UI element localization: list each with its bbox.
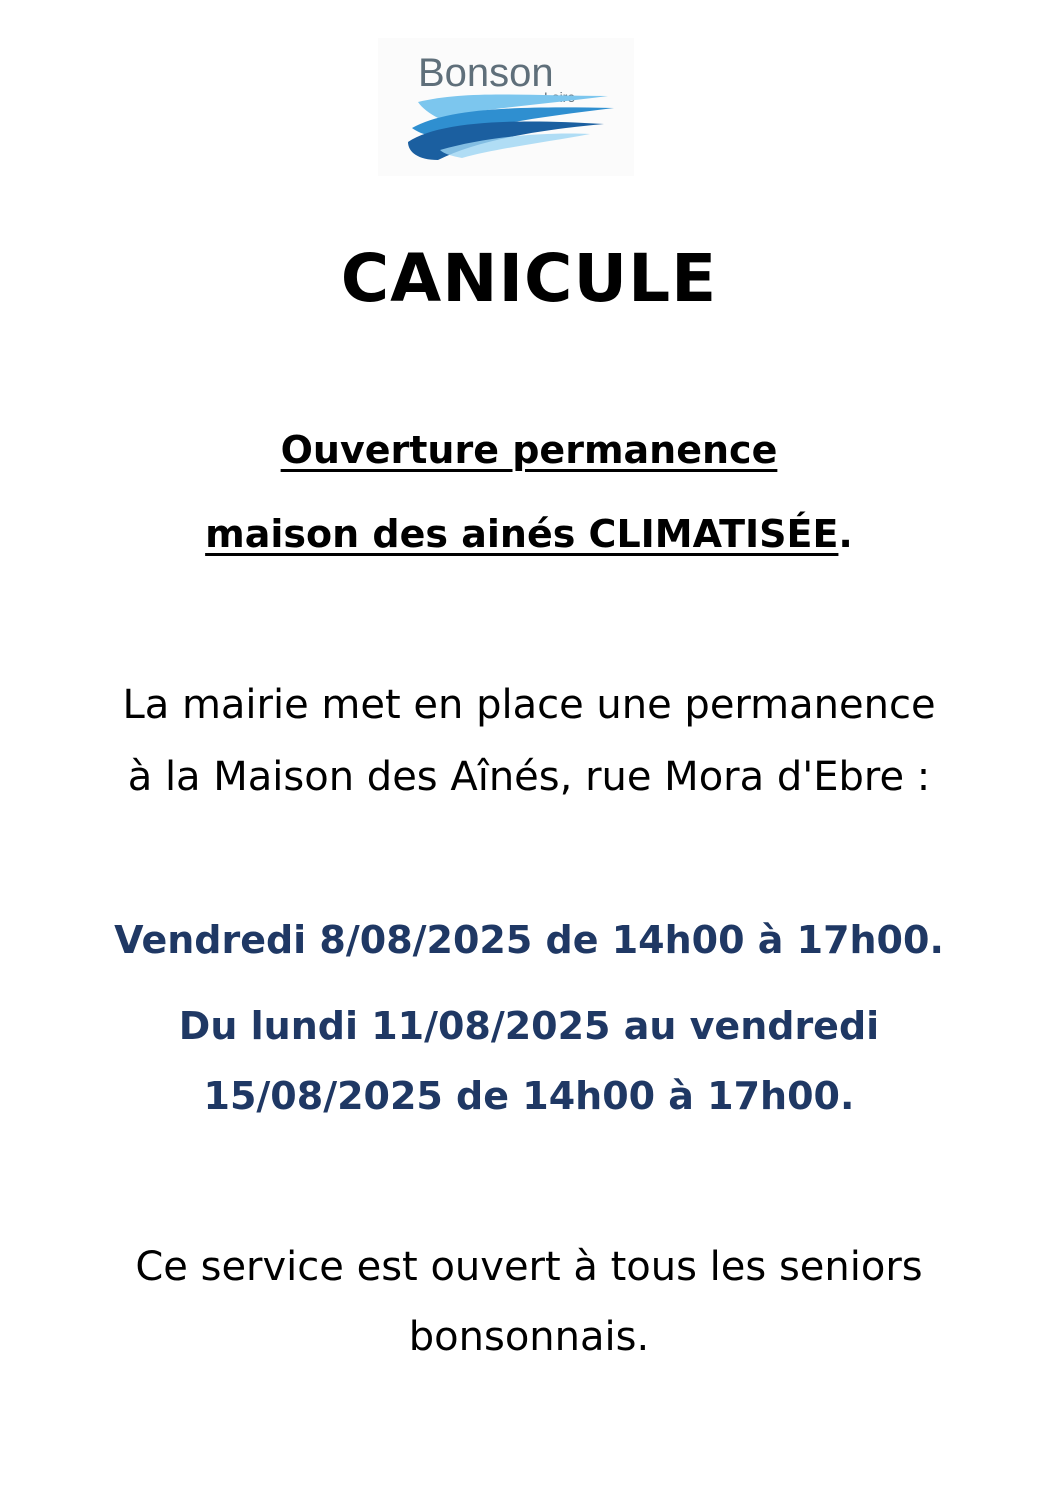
subtitle-period: . <box>838 512 853 556</box>
subtitle-line-1 <box>0 428 1058 472</box>
intro-line-1: La mairie met en place une permanence <box>122 682 936 728</box>
schedule-line-2: Du lundi 11/08/2025 au vendredi <box>178 1004 880 1048</box>
intro-line-2: à la Maison des Aînés, rue Mora d'Ebre : <box>127 754 931 800</box>
footer-line-2: bonsonnais. <box>408 1314 650 1360</box>
bonson-logo <box>378 38 634 176</box>
schedule-line-1: Vendredi 8/08/2025 de 14h00 à 17h00. <box>114 918 944 962</box>
subtitle-line-2-text: maison des ainés CLIMATISÉE <box>205 512 839 556</box>
page-title: CANICULE <box>340 240 718 317</box>
logo-name: Bonson <box>418 51 554 95</box>
subtitle-line-1-text: Ouverture permanence <box>280 428 778 472</box>
schedule-line-3: 15/08/2025 de 14h00 à 17h00. <box>203 1074 855 1118</box>
footer-line-1: Ce service est ouvert à tous les seniors <box>135 1244 923 1290</box>
bonson-wave-logo-icon <box>378 38 634 176</box>
subtitle-line-2 <box>0 512 1058 556</box>
